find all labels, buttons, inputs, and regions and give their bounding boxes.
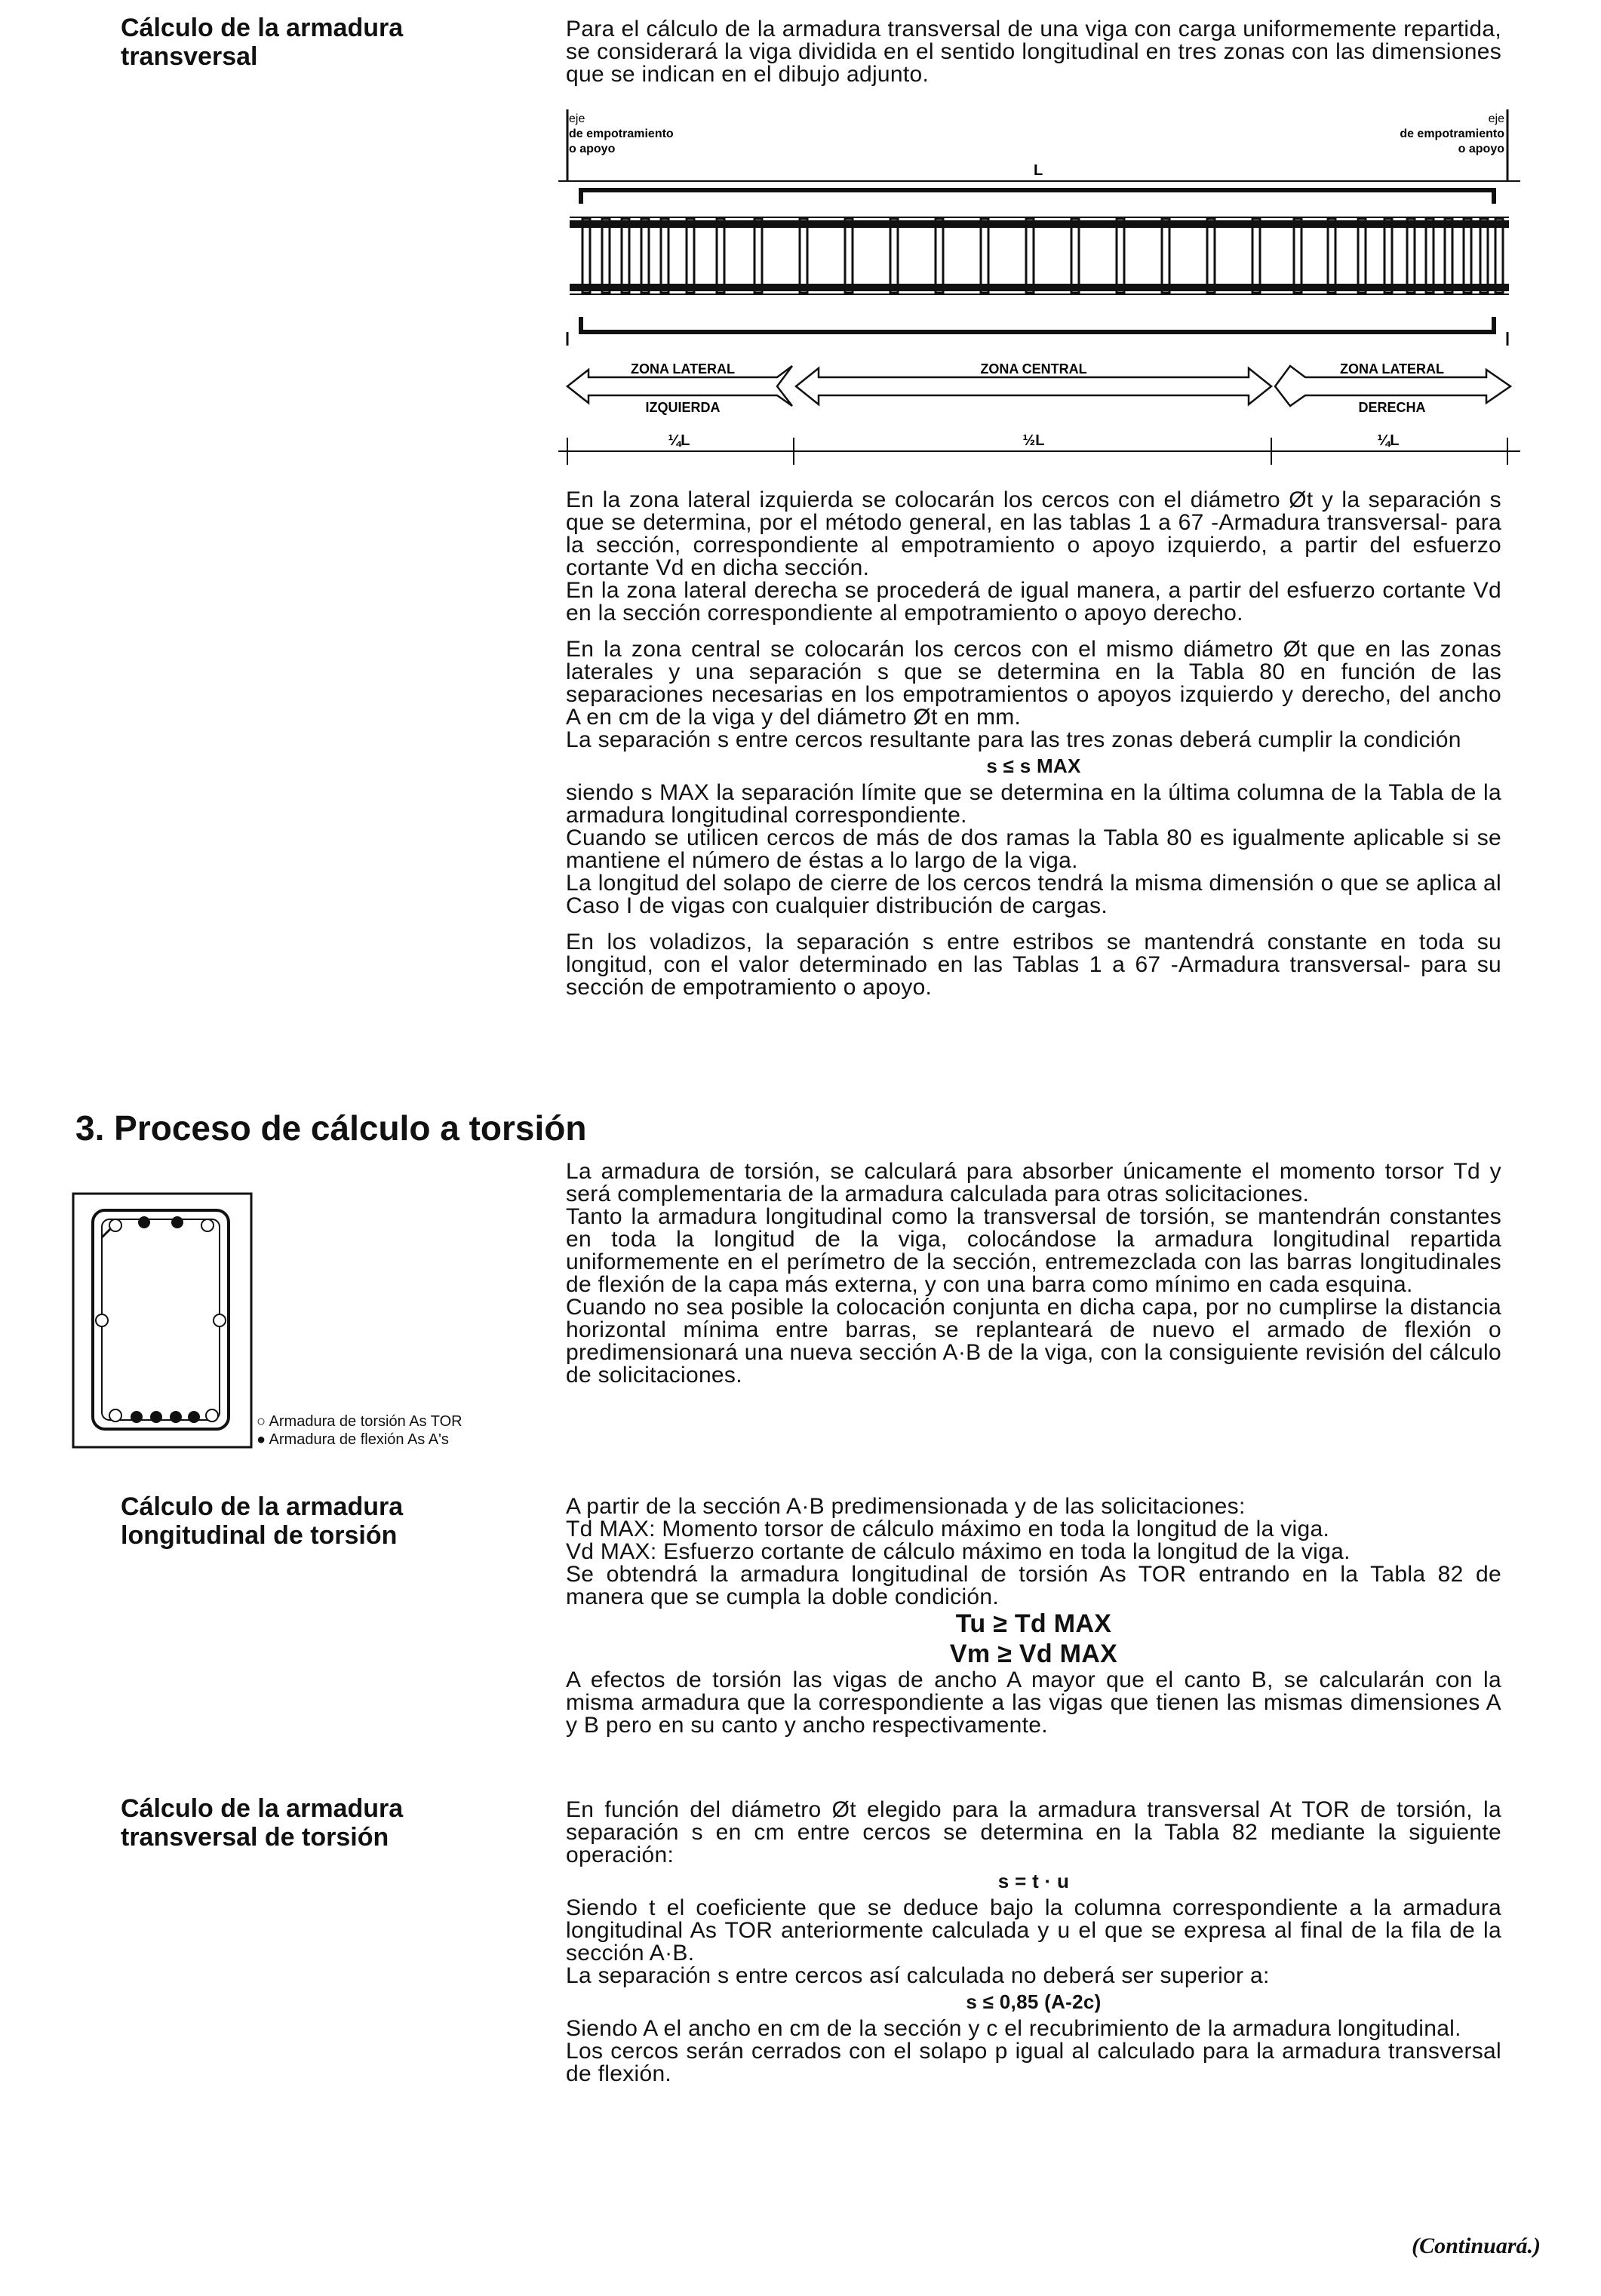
formula-s-max: s ≤ s MAX bbox=[986, 755, 1081, 777]
stirrup bbox=[800, 219, 807, 293]
right-axis-label-2: de empotramiento bbox=[1400, 128, 1504, 140]
section-title-torsion: 3. Proceso de cálculo a torsión bbox=[75, 1108, 587, 1148]
stirrup bbox=[1495, 219, 1503, 293]
paragraph-long-1: A partir de la sección A·B predimensionada y de las solicitaciones: bbox=[566, 1494, 1246, 1519]
paragraph-zona-derecha: En la zona lateral derecha se procederá de igual manera, a partir del esfuerzo cortante Vd en la sección correspondiente al empotramiento o apoyo derecho. bbox=[566, 578, 1501, 625]
formula-tu: Tu ≥ Td MAX bbox=[955, 1609, 1112, 1638]
paragraph-zona-central: En la zona central se colocarán los cercos con el mismo diámetro Øt que en las zonas laterales y una separación s que se determina en la Tabla 80 en función de las separaciones necesarias en los empotramientos o apoyos izquierdo y derecho, del ancho A en cm de la viga y del diámetro Øt en mm. bbox=[566, 637, 1501, 730]
transversal-torsion-body bbox=[566, 1799, 1501, 2085]
stirrup bbox=[1207, 219, 1215, 293]
stirrup bbox=[1358, 219, 1366, 293]
torsion-bar-marker bbox=[96, 1314, 108, 1326]
stirrup bbox=[1426, 219, 1434, 293]
torsion-bar-marker bbox=[109, 1219, 121, 1231]
cross-section-diagram bbox=[72, 1192, 253, 1449]
paragraph-trans-2: Siendo t el coeficiente que se deduce bajo la columna correspondiente a la armadura longitudinal As TOR anteriormente calculada y u el que se expresa al final de la fila de la sección A·B. bbox=[566, 1895, 1501, 1966]
paragraph-torsion-2: Tanto la armadura longitudinal como la transversal de torsión, se mantendrán constantes en toda la longitud de la viga, colocándose la armadura longitudinal repartida uniformemente en el perímetro de la sección, entremezclada con las barras longitudinales de flexión de la capa más externa, y con una barra como mínimo en cada esquina. bbox=[566, 1204, 1501, 1297]
continued-note: (Continuará.) bbox=[1412, 2233, 1541, 2258]
stirrup bbox=[1328, 219, 1335, 293]
paragraph-long-4: Se obtendrá la armadura longitudinal de torsión As TOR entrando en la Tabla 82 de manera que se cumpla la doble condición. bbox=[566, 1562, 1501, 1609]
torsion-intro bbox=[566, 1160, 1501, 1387]
paragraph-solapo: La longitud del solapo de cierre de los cercos tendrá la misma dimensión o que se aplica al Caso I de vigas con cualquier distribución de cargas. bbox=[566, 871, 1501, 918]
paragraph-long-2: Td MAX: Momento torsor de cálculo máximo en toda la longitud de la viga. bbox=[566, 1517, 1330, 1541]
flexion-bar-marker bbox=[138, 1216, 150, 1228]
intro-paragraph bbox=[566, 18, 1501, 86]
formula-vm: Vm ≥ Vd MAX bbox=[949, 1640, 1118, 1668]
dim-right-label: ¼L bbox=[1377, 432, 1400, 449]
top-reinforcement-bar bbox=[570, 220, 1509, 228]
formula-s-085: s ≤ 0,85 (A-2c) bbox=[966, 1990, 1102, 2013]
paragraph-zona-izquierda: En la zona lateral izquierda se colocarán los cercos con el diámetro Øt y la separación s que se determina, por el método general, en las tablas 1 a 67 -Armadura transversal- para la sección, correspondiente al empotramiento o apoyo izquierdo, a partir del esfuerzo cortante Vd en dicha sección. bbox=[566, 487, 1501, 580]
zone-right-label-2: DERECHA bbox=[1358, 400, 1426, 415]
flexion-bar-marker bbox=[150, 1411, 162, 1423]
right-axis-label-1: eje bbox=[1488, 112, 1504, 125]
paragraph-trans-4: Siendo A el ancho en cm de la sección y c el recubrimiento de la armadura longitudinal. bbox=[566, 2016, 1461, 2041]
paragraph-voladizos: En los voladizos, la separación s entre estribos se mantendrá constante en toda su longitud, con el valor determinado en las Tablas 1 a 67 -Armadura transversal- para su sección de empotramiento o apoyo. bbox=[566, 930, 1501, 1000]
zone-right-label-1: ZONA LATERAL bbox=[1340, 361, 1444, 377]
formula-s-tu: s = t · u bbox=[997, 1870, 1070, 1892]
zones-explanation bbox=[566, 489, 1501, 999]
stirrup bbox=[1445, 219, 1452, 293]
stirrup bbox=[717, 219, 724, 293]
stirrup bbox=[1026, 219, 1034, 293]
paragraph-torsion-3: Cuando no sea posible la colocación conjunta en dicha capa, por no cumplirse la distancia horizontal mínima entre barras, se replanteará de nuevo el armado de flexión o predimensionará una nueva sección A·B de la viga, con la consiguiente revisión del cálculo de solicitaciones. bbox=[566, 1295, 1501, 1388]
paragraph-smax: siendo s MAX la separación límite que se determina en la última columna de la Tabla de la armadura longitudinal correspondiente. bbox=[566, 780, 1501, 828]
stirrup bbox=[622, 219, 629, 293]
bottom-reinforcement-bar bbox=[570, 284, 1509, 291]
dim-left-label: ¼L bbox=[668, 432, 690, 449]
heading-armadura-longitudinal-torsion: Cálculo de la armadura longitudinal de torsión bbox=[121, 1492, 404, 1550]
paragraph-trans-5: Los cercos serán cerrados con el solapo p igual al calculado para la armadura transversal de flexión. bbox=[566, 2039, 1501, 2086]
zone-left-label-2: IZQUIERDA bbox=[645, 400, 721, 415]
stirrup bbox=[582, 219, 590, 293]
stirrup bbox=[845, 219, 853, 293]
dim-center-label: ½L bbox=[1022, 432, 1045, 449]
stirrup bbox=[1294, 219, 1301, 293]
left-axis-label-2: de empotramiento bbox=[569, 128, 674, 140]
stirrup bbox=[1480, 219, 1488, 293]
stirrups-group bbox=[582, 219, 1503, 293]
stirrup bbox=[936, 219, 943, 293]
paragraph-long-5: A efectos de torsión las vigas de ancho A mayor que el canto B, se calcularán con la misma armadura que la correspondiente a las vigas que tienen las mismas dimensiones A y B pero en su canto y ancho respectivamente. bbox=[566, 1667, 1501, 1738]
stirrup bbox=[1407, 219, 1415, 293]
flexion-bar-marker bbox=[131, 1411, 143, 1423]
flexion-bar-marker bbox=[188, 1411, 200, 1423]
flexion-bar-marker bbox=[171, 1216, 183, 1228]
stirrup bbox=[890, 219, 898, 293]
longitudinal-torsion-body bbox=[566, 1495, 1501, 1737]
stirrup bbox=[1117, 219, 1124, 293]
stirrup bbox=[602, 219, 610, 293]
stirrup bbox=[661, 219, 668, 293]
left-axis-label-1: eje bbox=[569, 112, 585, 125]
stirrup bbox=[1464, 219, 1471, 293]
paragraph-torsion-1: La armadura de torsión, se calculará para absorber únicamente el momento torsor Td y será complementaria de la armadura calculada para otras solicitaciones. bbox=[566, 1159, 1501, 1206]
torsion-bar-marker bbox=[109, 1409, 121, 1422]
legend-torsion: ○ Armadura de torsión As TOR bbox=[257, 1413, 462, 1430]
intro-text: Para el cálculo de la armadura transversal de una viga con carga uniformemente repartida, se considerará la viga dividida en el sentido longitudinal en tres zonas con las dimensiones que se indican en el dibujo adjunto. bbox=[566, 17, 1501, 87]
right-axis-label-3: o apoyo bbox=[1458, 143, 1504, 155]
stirrup bbox=[641, 219, 649, 293]
stirrup bbox=[981, 219, 988, 293]
stirrup bbox=[1384, 219, 1392, 293]
zone-left-label-1: ZONA LATERAL bbox=[631, 361, 735, 377]
paragraph-condicion: La separación s entre cercos resultante para las tres zonas deberá cumplir la condición bbox=[566, 727, 1461, 752]
zone-center-label: ZONA CENTRAL bbox=[980, 361, 1087, 377]
heading-armadura-transversal-torsion: Cálculo de la armadura transversal de torsión bbox=[121, 1794, 404, 1852]
stirrup bbox=[1071, 219, 1079, 293]
stirrup bbox=[754, 219, 762, 293]
span-label: L bbox=[1034, 162, 1043, 179]
flexion-bar-marker bbox=[170, 1411, 182, 1423]
stirrup bbox=[1162, 219, 1169, 293]
paragraph-ramas: Cuando se utilicen cercos de más de dos ramas la Tabla 80 es igualmente aplicable si se mantiene el número de éstas a lo largo de la viga. bbox=[566, 825, 1501, 873]
left-axis-label-3: o apoyo bbox=[569, 143, 616, 155]
legend-flexion: ● Armadura de flexión As A's bbox=[257, 1431, 449, 1448]
torsion-bar-marker bbox=[201, 1219, 214, 1231]
cross-section-legend bbox=[257, 1412, 462, 1449]
paragraph-trans-1: En función del diámetro Øt elegido para la armadura transversal At TOR de torsión, la separación s en cm entre cercos se determina en la Tabla 82 mediante la siguiente operación: bbox=[566, 1797, 1501, 1867]
paragraph-trans-3: La separación s entre cercos así calculada no deberá ser superior a: bbox=[566, 1963, 1270, 1988]
beam-zones-diagram bbox=[558, 106, 1524, 483]
torsion-bar-marker bbox=[206, 1409, 218, 1422]
paragraph-long-3: Vd MAX: Esfuerzo cortante de cálculo máximo en toda la longitud de la viga. bbox=[566, 1539, 1351, 1564]
stirrup bbox=[1252, 219, 1260, 293]
torsion-bar-marker bbox=[214, 1314, 226, 1326]
heading-armadura-transversal: Cálculo de la armadura transversal bbox=[121, 14, 404, 71]
stirrup bbox=[687, 219, 694, 293]
